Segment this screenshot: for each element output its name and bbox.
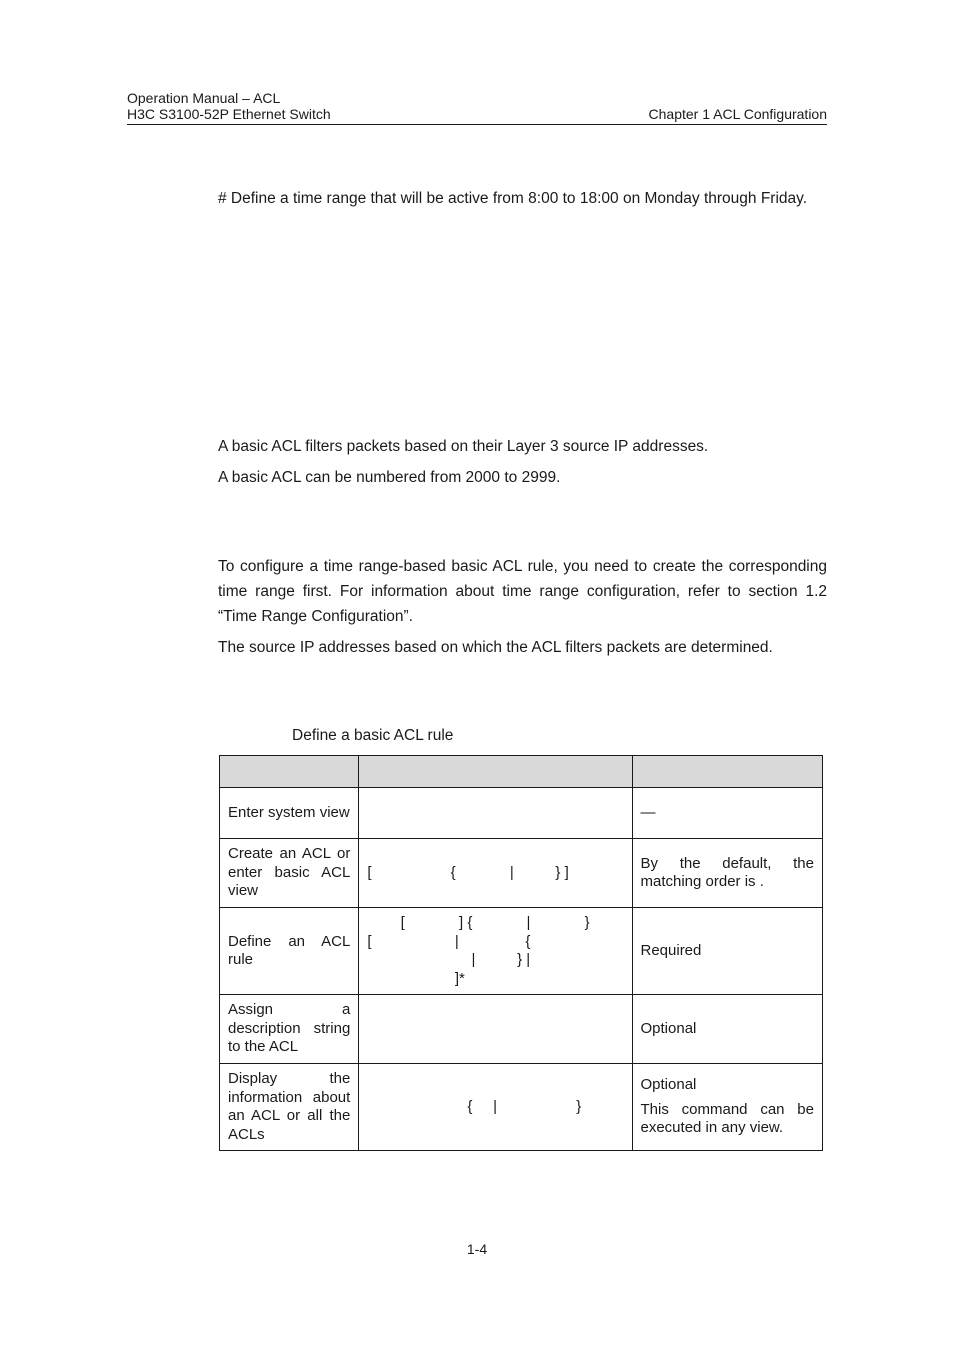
remark-line: Optional bbox=[640, 1076, 697, 1094]
header-command bbox=[359, 756, 632, 788]
command-cell bbox=[359, 788, 632, 839]
remarks-cell bbox=[632, 908, 823, 995]
table-row bbox=[220, 995, 823, 1064]
time-range-note: # Define a time range that will be active from 8:00 to 18:00 on Monday through Friday. bbox=[218, 190, 808, 207]
command-cell bbox=[359, 839, 632, 908]
command-line: [ { | } ] bbox=[367, 863, 569, 881]
basic-acl-description: A basic ACL filters packets based on their Layer 3 source IP addresses. bbox=[218, 438, 709, 455]
operation-cell: Display the information about an ACL or all the ACLs bbox=[220, 1064, 359, 1151]
command-cell bbox=[359, 995, 632, 1064]
remarks-cell bbox=[632, 839, 823, 908]
operation-cell: Assign a description string to the ACL bbox=[220, 995, 359, 1064]
chapter-title: Chapter 1 ACL Configuration bbox=[648, 106, 827, 122]
table-row bbox=[220, 839, 823, 908]
basic-acl-number-range: A basic ACL can be numbered from 2000 to 2999. bbox=[218, 469, 561, 486]
table-header-row bbox=[220, 756, 823, 788]
remark-line: This command can be executed in any view. bbox=[640, 1100, 814, 1137]
command-line: [ ] { | } bbox=[367, 914, 590, 931]
remark-line: By the default, the matching order is . bbox=[640, 854, 814, 890]
remarks-cell bbox=[632, 995, 823, 1064]
operation-cell: Create an ACL or enter basic ACL view bbox=[220, 839, 359, 908]
remarks-cell bbox=[632, 788, 823, 839]
table-row bbox=[220, 788, 823, 839]
operation-cell: Define an ACL rule bbox=[220, 908, 359, 995]
command-line: { | } bbox=[367, 1097, 582, 1115]
table-caption: Define a basic ACL rule bbox=[292, 727, 454, 744]
product-name: H3C S3100-52P Ethernet Switch bbox=[127, 106, 331, 122]
running-header-left bbox=[127, 90, 331, 122]
manual-title: Operation Manual – ACL bbox=[127, 90, 281, 106]
command-line: ]* bbox=[367, 969, 465, 987]
prerequisite-source-ip: The source IP addresses based on which the ACL filters packets are determined. bbox=[218, 639, 773, 656]
operation-cell: Enter system view bbox=[220, 788, 359, 839]
header-divider bbox=[127, 124, 827, 125]
table-row bbox=[220, 908, 823, 995]
command-line: | } | bbox=[367, 951, 531, 968]
command-cell bbox=[359, 1064, 632, 1151]
command-line: [ | { bbox=[367, 932, 531, 950]
header-remarks bbox=[632, 756, 823, 788]
remark-line: Optional bbox=[640, 1019, 697, 1037]
remark-line: — bbox=[640, 803, 656, 821]
header-operation bbox=[220, 756, 359, 788]
remark-line: Required bbox=[640, 941, 702, 959]
prerequisite-time-range: To configure a time range-based basic ACL rule, you need to create the corresponding time range first. For information about time range configuration, refer to section 1.2 “Time Range Configuration”. bbox=[218, 558, 827, 625]
table-row bbox=[220, 1064, 823, 1151]
remarks-cell bbox=[632, 1064, 823, 1151]
basic-acl-config-table bbox=[219, 755, 823, 1151]
command-cell bbox=[359, 908, 632, 995]
page-number: 1-4 bbox=[466, 1241, 488, 1257]
